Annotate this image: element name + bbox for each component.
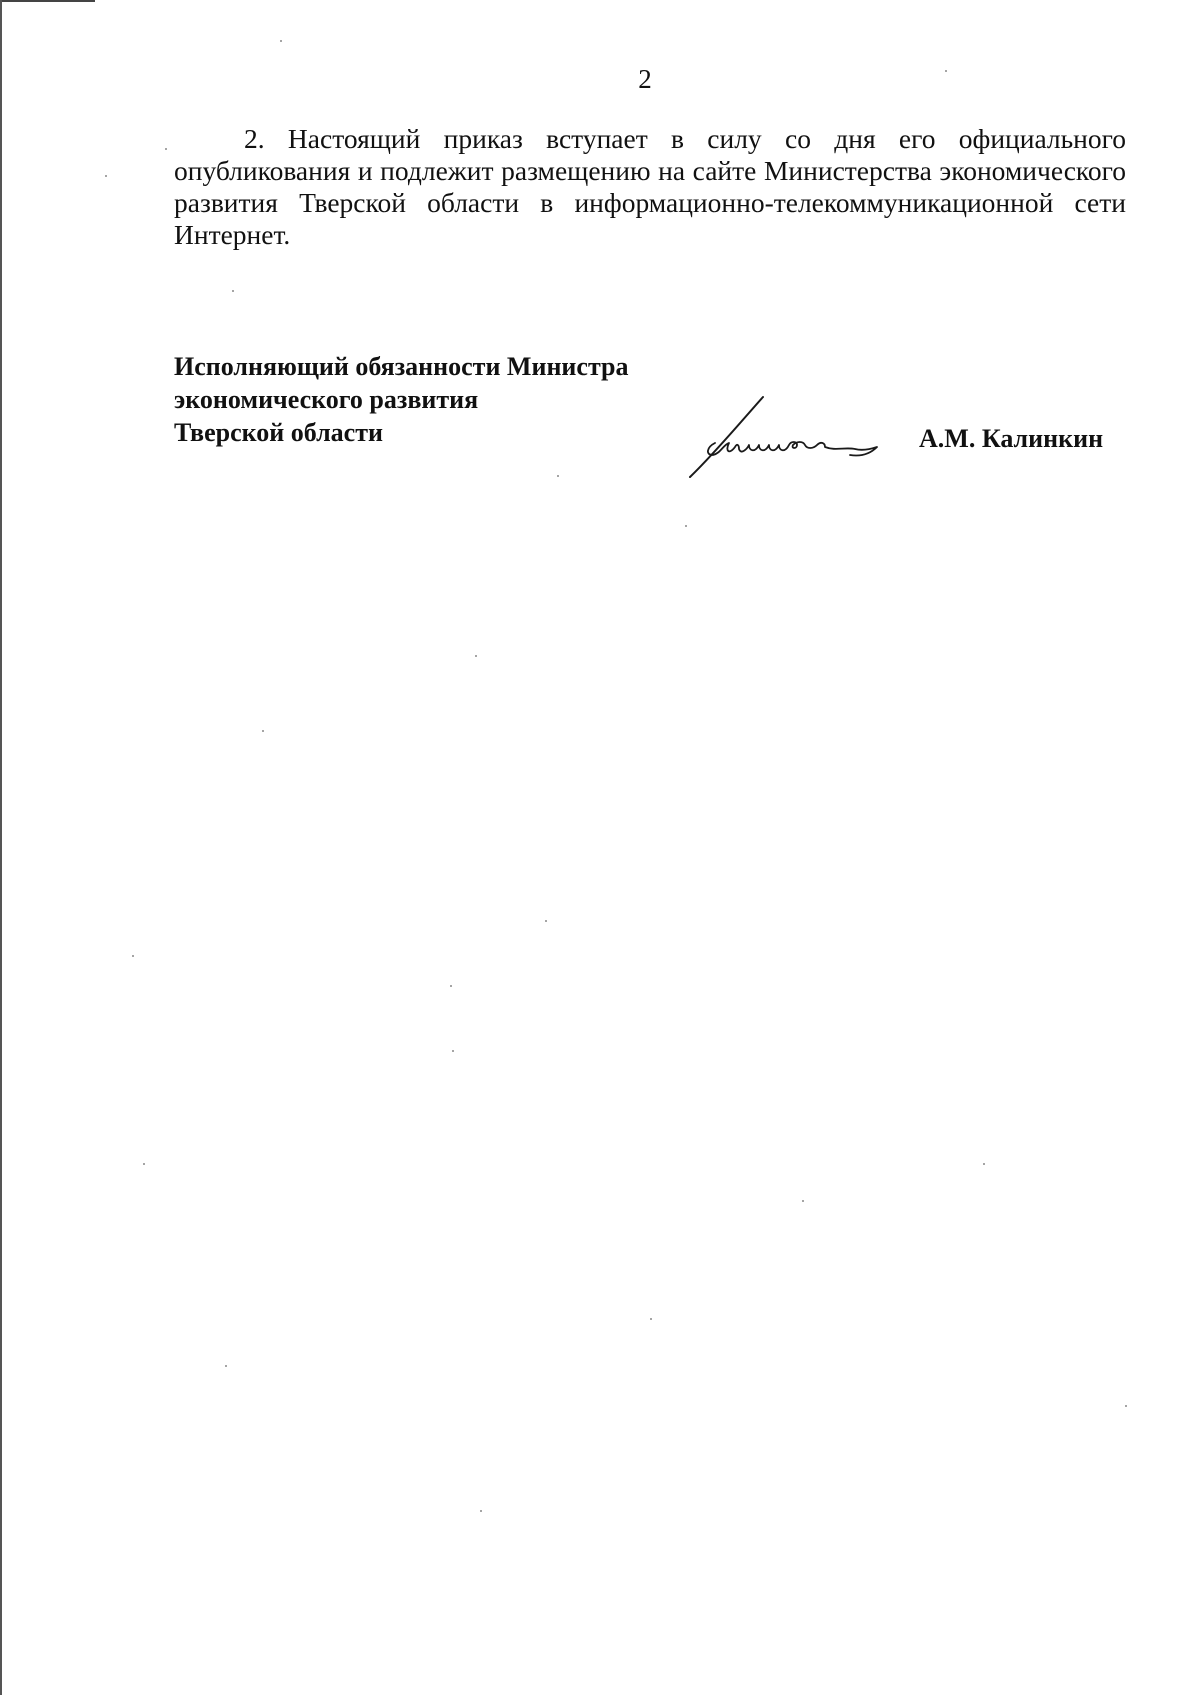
scan-speck bbox=[452, 1050, 454, 1052]
signer-position-line-1: Исполняющий обязанности Министра bbox=[174, 352, 629, 381]
page-number: 2 bbox=[638, 64, 652, 94]
scan-left-edge bbox=[0, 0, 2, 1695]
scan-speck bbox=[475, 655, 477, 657]
scan-speck bbox=[450, 985, 452, 987]
signer-position-line-3: Тверской области bbox=[174, 418, 383, 447]
handwritten-signature bbox=[685, 395, 900, 480]
scan-speck bbox=[132, 955, 134, 957]
scan-speck bbox=[280, 40, 282, 42]
scan-speck bbox=[1125, 1405, 1127, 1407]
scan-speck bbox=[225, 1365, 227, 1367]
scan-speck bbox=[480, 1510, 482, 1512]
scan-speck bbox=[650, 1318, 652, 1320]
scan-speck bbox=[945, 70, 947, 72]
scan-speck bbox=[557, 475, 559, 477]
scan-speck bbox=[165, 148, 167, 150]
signature-block bbox=[174, 350, 629, 449]
scan-speck bbox=[545, 920, 547, 922]
signer-name: А.М. Калинкин bbox=[919, 424, 1104, 453]
scan-speck bbox=[232, 290, 234, 292]
scan-edge-mark bbox=[0, 0, 95, 2]
scan-speck bbox=[983, 1163, 985, 1165]
order-paragraph-2: 2. Настоящий приказ вступает в силу со дня его официального опубликования и подлежит размещению на сайте Министерства экономического развития Тверской области в информационно-телекоммуникационной сети Интернет. bbox=[174, 123, 1126, 250]
scan-speck bbox=[105, 175, 107, 177]
scan-speck bbox=[802, 1200, 804, 1202]
scan-speck bbox=[143, 1163, 145, 1165]
scan-speck bbox=[685, 525, 687, 527]
scan-speck bbox=[262, 730, 264, 732]
signer-position-line-2: экономического развития bbox=[174, 385, 479, 414]
